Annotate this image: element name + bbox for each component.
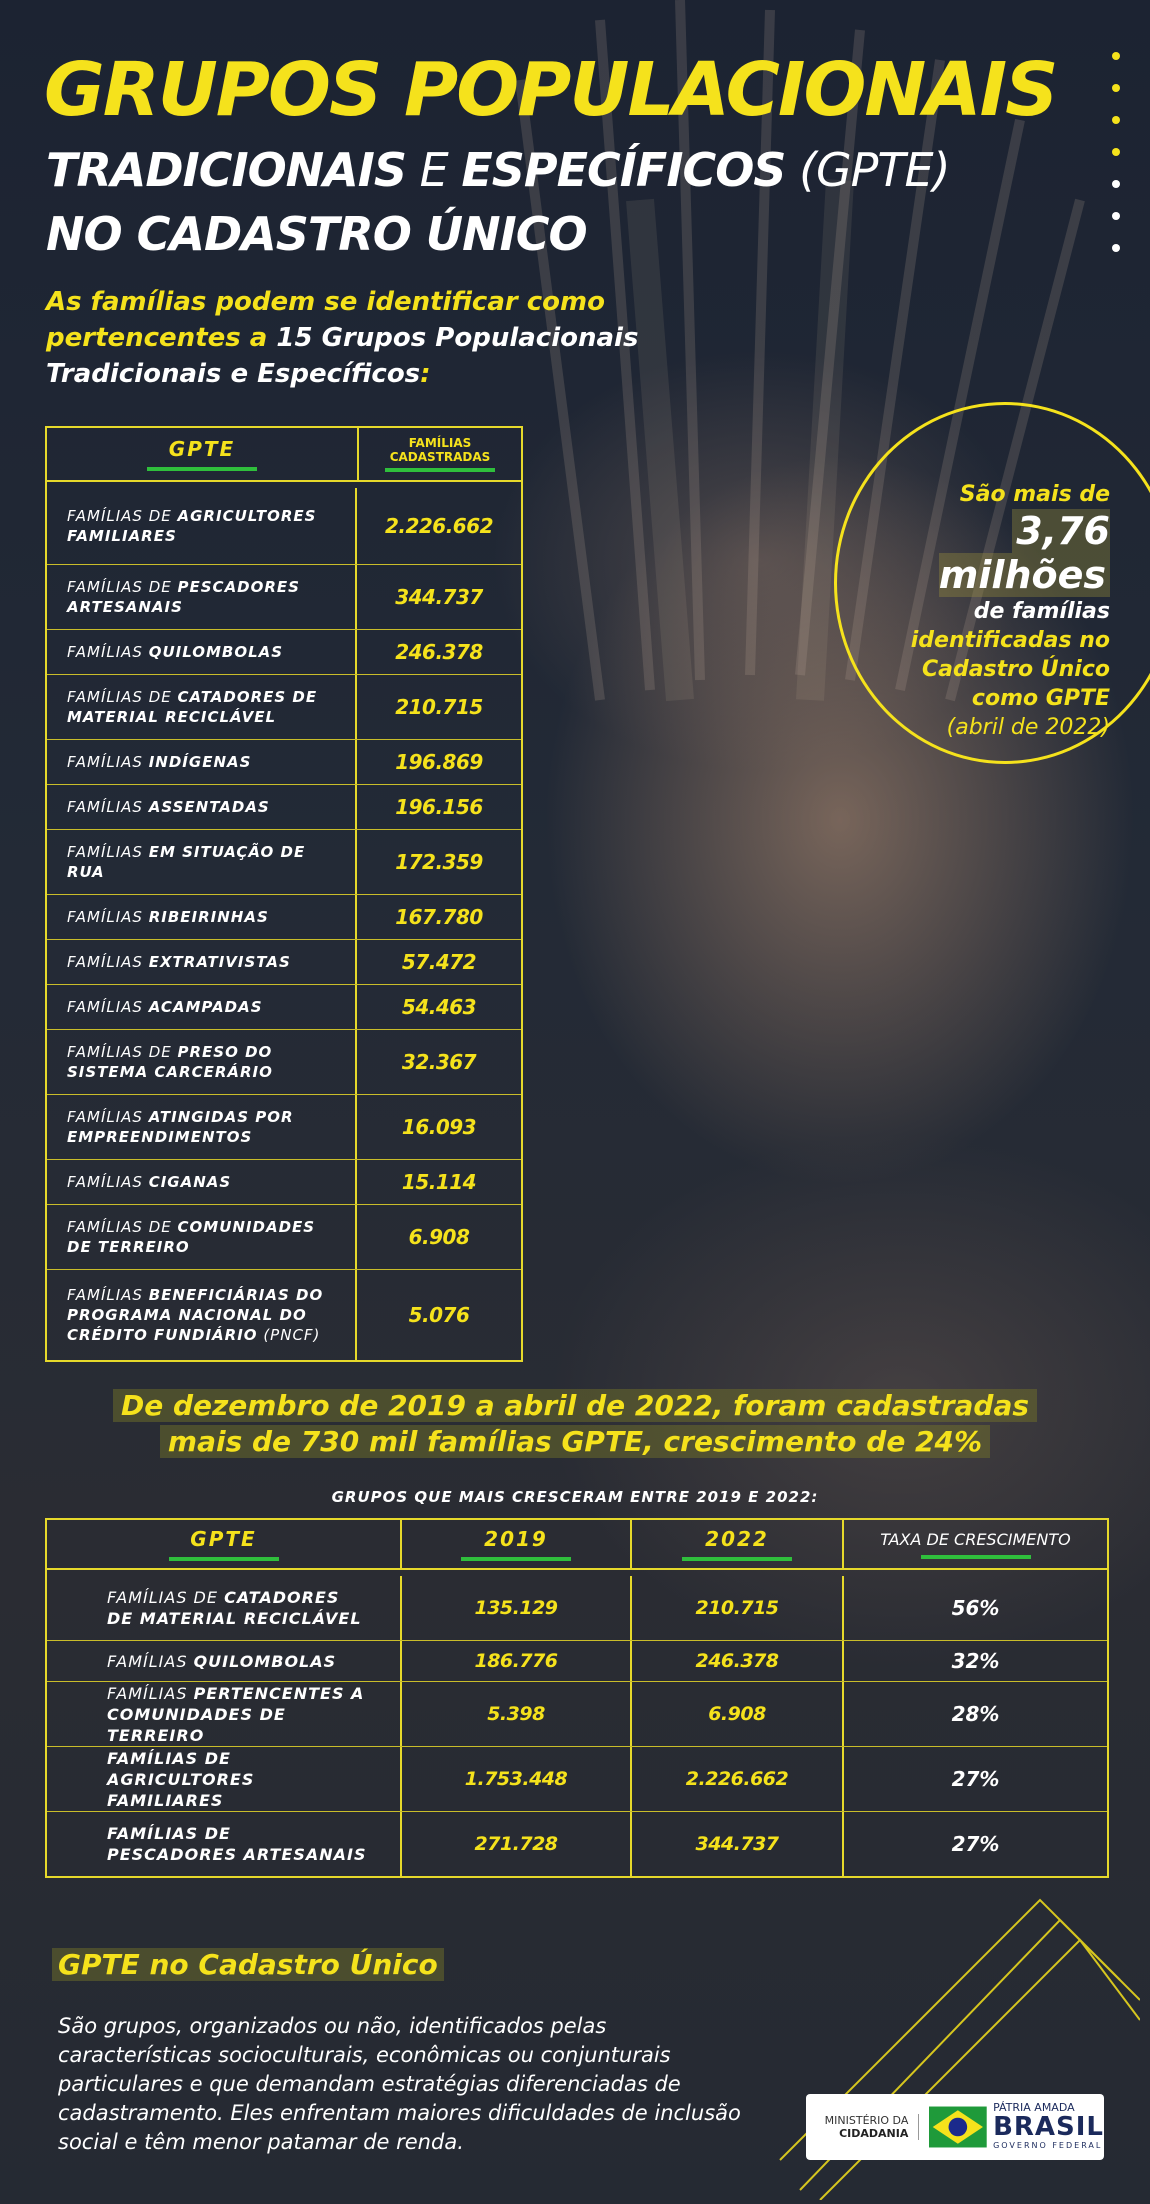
callout-line5: como GPTE	[971, 686, 1110, 711]
callout-big-number	[860, 509, 1110, 597]
row-label-prefix: FAMÍLIAS	[67, 1173, 149, 1191]
row-value: 54.463	[401, 995, 477, 1019]
row-label-text	[67, 506, 337, 546]
row-label-bold: CIGANAS	[148, 1173, 232, 1191]
header-cell-gpte	[47, 428, 359, 480]
table-row	[47, 1746, 1107, 1811]
table-row	[47, 784, 521, 829]
header-2019-label: 2019	[484, 1527, 548, 1551]
growth-subtitle: GRUPOS QUE MAIS CRESCERAM ENTRE 2019 E 2022:	[331, 1488, 819, 1506]
row-label-bold: EXTRATIVISTAS	[148, 953, 291, 971]
row-label-prefix: FAMÍLIAS	[67, 1286, 149, 1304]
header-underline	[169, 1557, 279, 1561]
row-value: 344.737	[395, 585, 483, 609]
row-label-bold: QUILOMBOLAS	[148, 643, 284, 661]
value-2019: 186.776	[402, 1641, 632, 1681]
row-label-text	[67, 1172, 337, 1192]
row-label-bold: INDÍGENAS	[148, 753, 252, 771]
row-label-bold: FAMÍLIAS DE AGRICULTORES FAMILIARES	[107, 1748, 255, 1810]
row-label-bold: EM SITUAÇÃO DE RUA	[67, 843, 306, 881]
callout-line6: (abril de 2022)	[946, 715, 1110, 740]
government-logo	[806, 2094, 1104, 2160]
subtitle-tradicionais: TRADICIONAIS	[46, 143, 407, 197]
table-row	[47, 1640, 1107, 1681]
growth-line1	[60, 1388, 1090, 1424]
header-cell-familias	[359, 428, 521, 480]
growth-table-body	[47, 1576, 1107, 1876]
ministry-line1: MINISTÉRIO DA	[824, 2114, 909, 2127]
growth-statement	[60, 1388, 1090, 1460]
row-value: 196.156	[395, 795, 483, 819]
row-label	[47, 675, 357, 739]
row-label-text	[67, 1285, 337, 1345]
header-underline	[461, 1557, 571, 1561]
table-row	[47, 674, 521, 739]
growth-rate: 27%	[951, 1767, 1000, 1791]
row-label-bold: AGRICULTORES FAMILIARES	[67, 507, 317, 545]
row-label-prefix: FAMÍLIAS	[107, 1651, 194, 1671]
row-label-bold: ASSENTADAS	[148, 798, 270, 816]
row-label-text	[107, 1587, 367, 1629]
row-label	[47, 985, 357, 1029]
decorative-dots	[1112, 52, 1124, 276]
dot	[1112, 244, 1120, 252]
intro-text	[46, 284, 666, 392]
intro-part-a: As famílias podem se identificar como pertencentes a	[46, 287, 605, 353]
row-label-bold: BENEFICIÁRIAS DO PROGRAMA NACIONAL DO CRÉDITO FUNDIÁRIO	[67, 1286, 324, 1344]
row-label	[47, 785, 357, 829]
dot	[1112, 180, 1120, 188]
row-label-bold: ATINGIDAS POR EMPREENDIMENTOS	[67, 1108, 294, 1146]
row-label-text	[67, 642, 337, 662]
growth-table	[45, 1518, 1109, 1878]
growth-line1-text: De dezembro de 2019 a abril de 2022, foram cadastradas	[113, 1389, 1037, 1422]
header-taxa-label: TAXA DE CRESCIMENTO	[880, 1529, 1071, 1549]
row-label-text	[67, 1217, 337, 1257]
dot	[1112, 52, 1120, 60]
table-row	[47, 1094, 521, 1159]
header-familias-label: FAMÍLIAS CADASTRADAS	[389, 436, 491, 464]
value-2019: 5.398	[402, 1682, 632, 1746]
ministry-line2: CIDADANIA	[839, 2127, 909, 2140]
growth-rate: 32%	[951, 1649, 1000, 1673]
row-label	[47, 1205, 357, 1269]
row-label-prefix: FAMÍLIAS DE	[67, 688, 178, 706]
value-2022: 344.737	[632, 1812, 844, 1876]
header-underline	[147, 467, 257, 471]
row-label-prefix: FAMÍLIAS	[67, 998, 149, 1016]
growth-line2	[60, 1424, 1090, 1460]
footer-title-text: GPTE no Cadastro Único	[52, 1948, 444, 1981]
row-label	[47, 740, 357, 784]
footer-text: São grupos, organizados ou não, identificados pelas características socioculturais, econômicas ou conjunturais particulares e que demandam estratégias diferenciadas de cadastramento. Eles enfrentam maiores dificuldades de inclusão social e têm menor patamar de renda.	[58, 2014, 741, 2154]
row-label	[47, 630, 357, 674]
value-2022: 2.226.662	[632, 1747, 844, 1811]
header-cell-gpte	[47, 1520, 402, 1568]
table-row	[47, 1681, 1107, 1746]
table-row	[47, 488, 521, 564]
row-label	[47, 1030, 357, 1094]
table-row	[47, 984, 521, 1029]
table-row	[47, 564, 521, 629]
value-2019: 1.753.448	[402, 1747, 632, 1811]
intro-part-c: :	[420, 359, 431, 389]
row-value: 210.715	[395, 695, 483, 719]
subtitle-especificos: ESPECÍFICOS	[461, 143, 786, 197]
row-label-prefix: FAMÍLIAS	[107, 1683, 194, 1703]
row-label	[47, 1270, 357, 1360]
table-row	[47, 939, 521, 984]
growth-rate: 28%	[951, 1702, 1000, 1726]
row-label	[47, 1747, 402, 1811]
table-row	[47, 739, 521, 784]
row-label-prefix: FAMÍLIAS DE	[67, 507, 178, 525]
row-label-text	[67, 577, 337, 617]
governo-federal: GOVERNO FEDERAL	[993, 2141, 1103, 2150]
header-cell-taxa	[844, 1520, 1107, 1568]
row-label	[47, 1641, 402, 1681]
row-label	[47, 830, 357, 894]
row-label-bold: CATADORES DE MATERIAL RECICLÁVEL	[107, 1588, 362, 1628]
table-header	[47, 428, 521, 482]
row-label-suffix: (PNCF)	[257, 1326, 321, 1344]
row-label	[47, 940, 357, 984]
callout-line3: identificadas no	[910, 628, 1110, 653]
growth-line2-text: mais de 730 mil famílias GPTE, crescimento de 24%	[160, 1425, 990, 1458]
table-row	[47, 1811, 1107, 1876]
main-title: GRUPOS POPULACIONAIS	[44, 47, 1057, 133]
table-row	[47, 829, 521, 894]
header-2022-label: 2022	[705, 1527, 769, 1551]
ministry-label	[806, 2114, 919, 2140]
row-label-text	[67, 907, 337, 927]
row-label-text	[67, 797, 337, 817]
header-cell-2019	[402, 1520, 632, 1568]
growth-table-header	[47, 1520, 1107, 1570]
dot	[1112, 212, 1120, 220]
callout-big-value: 3,76 milhões	[938, 509, 1110, 597]
header-underline	[385, 468, 495, 472]
row-label-text	[107, 1683, 367, 1746]
row-value: 172.359	[395, 850, 483, 874]
row-value: 167.780	[395, 905, 483, 929]
table-row	[47, 1029, 521, 1094]
row-label-bold: RIBEIRINHAS	[148, 908, 269, 926]
table-row	[47, 1269, 521, 1360]
callout-line2: de famílias	[973, 599, 1110, 624]
footer-title	[52, 1948, 444, 1981]
slogan: PÁTRIA AMADA	[993, 2101, 1075, 2114]
row-label-bold: PESCADORES ARTESANAIS	[67, 578, 300, 616]
intro-part-b: 15 Grupos Populacionais Tradicionais e Específicos	[46, 323, 639, 389]
table-row	[47, 1159, 521, 1204]
row-value: 196.869	[395, 750, 483, 774]
row-label	[47, 1095, 357, 1159]
row-label-prefix: FAMÍLIAS DE	[107, 1588, 225, 1607]
dot	[1112, 84, 1120, 92]
row-value: 16.093	[401, 1115, 477, 1139]
header-underline	[682, 1557, 792, 1561]
row-label-text	[107, 1748, 367, 1811]
row-value: 6.908	[408, 1225, 470, 1249]
row-label-text	[67, 842, 337, 882]
subtitle-line-3: NO CADASTRO ÚNICO	[46, 207, 587, 261]
callout-line4: Cadastro Único	[921, 657, 1110, 682]
row-label	[47, 895, 357, 939]
row-label	[47, 1812, 402, 1876]
row-label-prefix: FAMÍLIAS	[67, 953, 149, 971]
row-label-bold: FAMÍLIAS DE PESCADORES ARTESANAIS	[107, 1824, 367, 1864]
row-label-prefix: FAMÍLIAS	[67, 643, 149, 661]
row-label-prefix: FAMÍLIAS DE	[67, 578, 178, 596]
row-label-prefix: FAMÍLIAS	[67, 753, 149, 771]
row-label-text	[67, 997, 337, 1017]
row-label-prefix: FAMÍLIAS DE	[67, 1218, 178, 1236]
row-label-text	[67, 1042, 337, 1082]
row-label-text	[67, 687, 337, 727]
dot	[1112, 116, 1120, 124]
row-value: 32.367	[401, 1050, 477, 1074]
row-label-prefix: FAMÍLIAS DE	[67, 1043, 178, 1061]
row-label-prefix: FAMÍLIAS	[67, 843, 149, 861]
subtitle-gpte: (GPTE)	[785, 143, 950, 197]
header-gpte-label: GPTE	[190, 1527, 257, 1551]
subtitle-line-2	[46, 142, 950, 198]
table-row	[47, 1576, 1107, 1640]
brazil-flag-icon	[929, 2105, 987, 2149]
value-2022: 6.908	[632, 1682, 844, 1746]
row-label-text	[67, 1107, 337, 1147]
row-label-prefix: FAMÍLIAS	[67, 798, 149, 816]
row-label-bold: CATADORES DE MATERIAL RECICLÁVEL	[67, 688, 318, 726]
row-label-text	[67, 952, 337, 972]
row-value: 246.378	[395, 640, 483, 664]
table-body	[47, 488, 521, 1360]
row-label-prefix: FAMÍLIAS	[67, 1108, 149, 1126]
dot	[1112, 148, 1120, 156]
growth-rate: 27%	[951, 1832, 1000, 1856]
subtitle-e: E	[406, 143, 462, 197]
table-row	[47, 629, 521, 674]
row-label-bold: PERTENCENTES A COMUNIDADES DE TERREIRO	[107, 1683, 365, 1745]
table-row	[47, 1204, 521, 1269]
row-label-text	[67, 752, 337, 772]
row-label-text	[107, 1823, 367, 1865]
row-label-bold: COMUNIDADES DE TERREIRO	[67, 1218, 316, 1256]
row-label-text	[107, 1651, 367, 1672]
callout-text	[860, 480, 1110, 742]
header-underline	[921, 1555, 1031, 1559]
brasil-word: BRASIL	[993, 2112, 1104, 2142]
callout-line1: São mais de	[959, 482, 1110, 507]
table-row	[47, 894, 521, 939]
row-label	[47, 1682, 402, 1746]
row-label-prefix: FAMÍLIAS	[67, 908, 149, 926]
row-value: 5.076	[408, 1303, 470, 1327]
row-label-bold: QUILOMBOLAS	[193, 1651, 337, 1671]
row-label-bold: PRESO DO SISTEMA CARCERÁRIO	[67, 1043, 273, 1081]
row-label	[47, 1576, 402, 1640]
value-2022: 246.378	[632, 1641, 844, 1681]
value-2019: 135.129	[402, 1576, 632, 1640]
header-gpte-label: GPTE	[168, 437, 236, 461]
growth-rate: 56%	[951, 1596, 1000, 1620]
row-label-bold: ACAMPADAS	[148, 998, 263, 1016]
header-cell-2022	[632, 1520, 844, 1568]
brasil-brand	[993, 2102, 1104, 2152]
row-label	[47, 1160, 357, 1204]
row-value: 57.472	[401, 950, 477, 974]
row-label	[47, 565, 357, 629]
gpte-families-table	[45, 426, 523, 1362]
value-2019: 271.728	[402, 1812, 632, 1876]
row-label	[47, 488, 357, 564]
value-2022: 210.715	[632, 1576, 844, 1640]
row-value: 2.226.662	[384, 514, 494, 538]
row-value: 15.114	[401, 1170, 477, 1194]
